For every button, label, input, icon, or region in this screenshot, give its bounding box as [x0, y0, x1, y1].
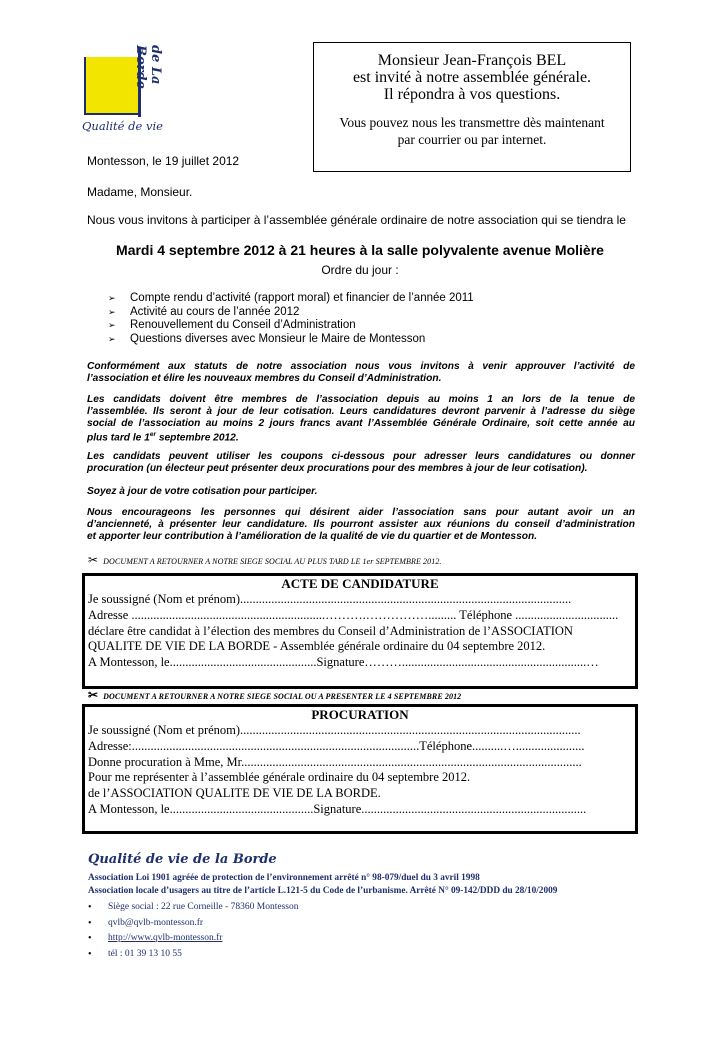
website-link[interactable]: http://www.qvlb-montesson.fr — [108, 933, 223, 943]
form-line[interactable]: Donne procuration à Mme, Mr............................................................................................................. — [88, 754, 582, 769]
address-text: Siège social : 22 rue Corneille - 78360 Montesson — [108, 902, 299, 912]
phone-text: tél : 01 39 13 10 55 — [108, 948, 182, 959]
footer-title: Qualité de vie de la Borde — [88, 852, 277, 867]
form-line: de l’ASSOCIATION QUALITE DE VIE DE LA BORDE. — [88, 786, 381, 801]
footer-line-1: Association Loi 1901 agréée de protection de l’environnement arrêté n° 98-079/duel du 3 avril 1998 — [88, 873, 480, 883]
list-item — [88, 947, 299, 963]
logo-frame — [84, 57, 138, 115]
candidature-form — [82, 573, 638, 689]
invite-line-3: Il répondra à vos questions. — [383, 86, 561, 103]
list-item — [88, 900, 299, 916]
form-line[interactable]: Adresse ..............................................................……….……………......... Téléphone ................................. — [88, 607, 619, 622]
form-line: QUALITE DE VIE DE LA BORDE - Assemblée générale ordinaire du 04 septembre 2012. — [88, 639, 546, 654]
email-link[interactable]: qvlb@qvlb-montesson.fr — [108, 917, 204, 928]
list-item: ➢ Activité au cours de l’année 2012 — [108, 305, 300, 318]
form-header: ACTE DE CANDIDATURE — [281, 576, 439, 591]
form-header: PROCURATION — [311, 707, 409, 722]
scissors-icon: ✂ — [88, 553, 99, 567]
form-line[interactable]: Je soussigné (Nom et prénom).......................................................................................................... — [88, 592, 572, 606]
form-line: déclare être candidat à l’élection des membres du Conseil d’Administration de l’ASSOCIATION — [88, 623, 573, 638]
bullet-icon: • — [88, 902, 92, 913]
form-line[interactable]: A Montesson, le..............................................Signature........................................................................ — [88, 801, 587, 816]
logo-tagline: Qualité de vie — [82, 119, 163, 133]
bullet-icon: • — [88, 948, 92, 960]
meeting-title: Mardi 4 septembre 2012 à 21 heures à la salle polyvalente avenue Molière — [116, 242, 604, 258]
paragraph-cotisation: Soyez à jour de votre cotisation pour participer. — [87, 486, 318, 497]
form-line[interactable]: A Montesson, le...............................................Signature………...........................................................… — [88, 655, 599, 670]
association-logo — [82, 45, 180, 140]
list-item: ➢ Renouvellement du Conseil d’Administration — [108, 319, 356, 331]
list-item — [88, 931, 299, 947]
cut-line-procuration: ✂ DOCUMENT A RETOURNER A NOTRE SIEGE SOCIAL OU A PRESENTER LE 4 SEPTEMBRE 2012 — [88, 688, 462, 702]
invite-line-1: Monsieur Jean-François BEL — [377, 52, 567, 69]
invite-line-4: Vous pouvez nous les transmettre dès maintenant — [339, 115, 605, 130]
scissors-icon: ✂ — [88, 688, 99, 702]
paragraph-candidates: Les candidats doivent être membres de l’association depuis au moins 1 an lors de la tenue de l’assemblée. Ils seront à jour de leur cotisation. Leurs candidatures devront parvenir à l’adresse du siège social de l’association au moins 2 jours francs avant l’Assemblée Générale Ordinaire, soit cette année au plus tard le 1er septembre 2012. — [87, 394, 635, 444]
arrow-bullet-icon: ➢ — [108, 320, 116, 330]
list-item: ➢ Questions diverses avec Monsieur le Maire de Montesson — [108, 332, 426, 345]
form-line[interactable]: Adresse:............................................................................................Téléphone..........…...................... — [88, 738, 585, 753]
guest-invite-box — [313, 42, 631, 172]
arrow-bullet-icon: ➢ — [108, 333, 116, 344]
agenda-heading: Ordre du jour : — [321, 263, 399, 277]
logo-vertical-text: de La Borde — [133, 45, 163, 89]
footer-line-2: Association locale d’usagers au titre de l’article L.121-5 du Code de l’urbanisme. Arrêté N° 09-142/DDD du 28/10/2009 — [88, 886, 558, 896]
place-date: Montesson, le 19 juillet 2012 — [87, 154, 240, 168]
list-item — [88, 916, 299, 932]
list-item: ➢ Compte rendu d’activité (rapport moral) et financier de l’année 2011 — [108, 292, 474, 304]
procuration-form — [82, 704, 638, 834]
arrow-bullet-icon: ➢ — [108, 293, 116, 303]
salutation: Madame, Monsieur. — [87, 185, 193, 199]
invite-line-5: par courrier ou par internet. — [397, 132, 547, 147]
paragraph-statutes: Conformément aux statuts de notre association nous vous invitons à venir approuver l’activité de l’association et élire les nouveaux membres du Conseil d’Administration. — [87, 361, 635, 384]
arrow-bullet-icon: ➢ — [108, 306, 116, 317]
bullet-icon: • — [88, 933, 92, 944]
form-line: Pour me représenter à l’assemblée générale ordinaire du 04 septembre 2012. — [88, 770, 471, 785]
bullet-icon: • — [88, 917, 92, 929]
agenda-list — [108, 292, 474, 346]
invite-line-2: est invité à notre assemblée générale. — [352, 69, 592, 86]
form-line[interactable]: Je soussigné (Nom et prénom)............................................................................................................. — [88, 723, 581, 737]
intro-text: Nous vous invitons à participer à l’assemblée générale ordinaire de notre association qui se tiendra le — [87, 213, 626, 227]
paragraph-coupons: Les candidats peuvent utiliser les coupons ci-dessous pour adresser leurs candidatures ou donner procuration (un électeur peut présenter deux procurations pour des membres à jour de leur cotisation). — [87, 451, 635, 474]
cut-line-candidature: ✂ DOCUMENT A RETOURNER A NOTRE SIEGE SOCIAL AU PLUS TARD LE 1er SEPTEMBRE 2012. — [88, 553, 442, 567]
paragraph-encourage: Nous encourageons les personnes qui désirent aider l’association sans pour autant avoir un an d’ancienneté, à présenter leur candidature. Ils pourront assister aux réunions du conseil d’administration et apporter leur contribution à l’amélioration de la qualité de vie du quartier et de Montesson. — [87, 507, 635, 542]
contact-list — [88, 900, 299, 962]
